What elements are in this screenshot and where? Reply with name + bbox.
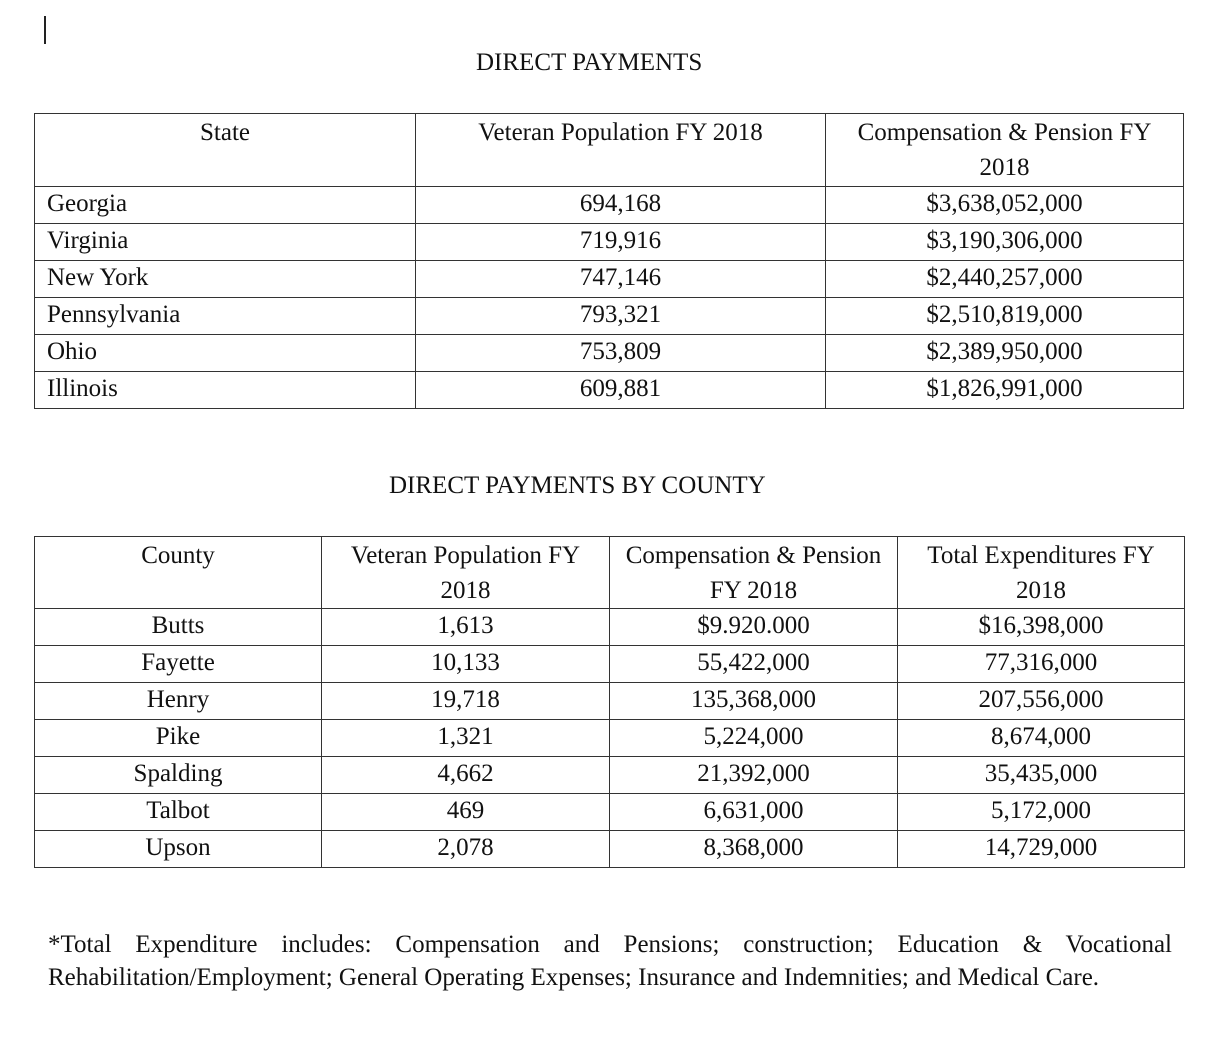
county-veteran-population-cell: 4,662 bbox=[322, 757, 610, 794]
table-row bbox=[35, 831, 1185, 868]
county-compensation-pension-cell: 5,224,000 bbox=[610, 720, 898, 757]
compensation-pension-cell: $2,440,257,000 bbox=[826, 261, 1184, 298]
county-veteran-population-column-header: Veteran Population FY 2018 bbox=[322, 537, 610, 609]
county-table-header-row bbox=[35, 537, 1185, 609]
veteran-population-cell: 753,809 bbox=[416, 335, 826, 372]
compensation-pension-column-header bbox=[826, 114, 1184, 187]
county-name-cell: Talbot bbox=[35, 794, 322, 831]
county-name-cell: Butts bbox=[35, 609, 322, 646]
table-row bbox=[35, 187, 1184, 224]
total-expenditures-cell: 5,172,000 bbox=[898, 794, 1185, 831]
county-veteran-population-cell: 1,321 bbox=[322, 720, 610, 757]
state-direct-payments-table bbox=[34, 113, 1184, 409]
county-compensation-pension-cell: 135,368,000 bbox=[610, 683, 898, 720]
total-expenditures-cell: 35,435,000 bbox=[898, 757, 1185, 794]
veteran-population-cell: 793,321 bbox=[416, 298, 826, 335]
state-table-header-row bbox=[35, 114, 1184, 187]
state-table-body bbox=[35, 187, 1184, 409]
compensation-pension-cell: $3,638,052,000 bbox=[826, 187, 1184, 224]
total-expenditures-cell: $16,398,000 bbox=[898, 609, 1185, 646]
county-compensation-pension-cell: 6,631,000 bbox=[610, 794, 898, 831]
total-expenditures-column-header: Total Expenditures FY 2018 bbox=[898, 537, 1185, 609]
table-row bbox=[35, 646, 1185, 683]
state-name-cell: Pennsylvania bbox=[35, 298, 416, 335]
table-row bbox=[35, 609, 1185, 646]
veteran-population-cell: 609,881 bbox=[416, 372, 826, 409]
county-name-cell: Pike bbox=[35, 720, 322, 757]
veteran-population-cell: 694,168 bbox=[416, 187, 826, 224]
veteran-population-column-header: Veteran Population FY 2018 bbox=[416, 114, 826, 187]
state-name-cell: Georgia bbox=[35, 187, 416, 224]
compensation-pension-cell: $2,510,819,000 bbox=[826, 298, 1184, 335]
county-name-cell: Spalding bbox=[35, 757, 322, 794]
table-row bbox=[35, 224, 1184, 261]
county-compensation-pension-cell: 8,368,000 bbox=[610, 831, 898, 868]
county-name-cell: Upson bbox=[35, 831, 322, 868]
state-column-header: State bbox=[35, 114, 416, 187]
county-name-cell: Fayette bbox=[35, 646, 322, 683]
table-row bbox=[35, 372, 1184, 409]
compensation-pension-header-text: Compensation & Pension FY 2018 bbox=[857, 119, 1152, 181]
text-cursor bbox=[44, 16, 46, 44]
total-expenditures-cell: 77,316,000 bbox=[898, 646, 1185, 683]
compensation-pension-cell: $1,826,991,000 bbox=[826, 372, 1184, 409]
table-row bbox=[35, 757, 1185, 794]
total-expenditures-cell: 8,674,000 bbox=[898, 720, 1185, 757]
state-name-cell: Illinois bbox=[35, 372, 416, 409]
footnote: *Total Expenditure includes: Compensation and Pensions; construction; Education & Vocational Rehabilitation/Employment; General Operating Expenses; Insurance and Indemnities; and Medical Care. bbox=[48, 931, 1172, 991]
county-column-header: County bbox=[35, 537, 322, 609]
veteran-population-cell: 747,146 bbox=[416, 261, 826, 298]
total-expenditures-cell: 14,729,000 bbox=[898, 831, 1185, 868]
county-name-cell: Henry bbox=[35, 683, 322, 720]
table-row bbox=[35, 298, 1184, 335]
state-name-cell: Ohio bbox=[35, 335, 416, 372]
state-name-cell: Virginia bbox=[35, 224, 416, 261]
county-veteran-population-cell: 10,133 bbox=[322, 646, 610, 683]
compensation-pension-cell: $2,389,950,000 bbox=[826, 335, 1184, 372]
county-veteran-population-cell: 1,613 bbox=[322, 609, 610, 646]
table-row bbox=[35, 794, 1185, 831]
table-row bbox=[35, 720, 1185, 757]
direct-payments-title: DIRECT PAYMENTS bbox=[476, 49, 703, 76]
direct-payments-by-county-title: DIRECT PAYMENTS BY COUNTY bbox=[389, 472, 766, 499]
state-name-cell: New York bbox=[35, 261, 416, 298]
county-compensation-pension-cell: 55,422,000 bbox=[610, 646, 898, 683]
county-veteran-population-cell: 19,718 bbox=[322, 683, 610, 720]
table-row bbox=[35, 261, 1184, 298]
county-direct-payments-table bbox=[34, 536, 1185, 868]
total-expenditures-cell: 207,556,000 bbox=[898, 683, 1185, 720]
compensation-pension-cell: $3,190,306,000 bbox=[826, 224, 1184, 261]
county-compensation-pension-cell: 21,392,000 bbox=[610, 757, 898, 794]
veteran-population-cell: 719,916 bbox=[416, 224, 826, 261]
table-row bbox=[35, 683, 1185, 720]
table-row bbox=[35, 335, 1184, 372]
county-veteran-population-cell: 469 bbox=[322, 794, 610, 831]
county-compensation-pension-cell: $9.920.000 bbox=[610, 609, 898, 646]
county-table-body bbox=[35, 609, 1185, 868]
county-compensation-pension-column-header: Compensation & Pension FY 2018 bbox=[610, 537, 898, 609]
county-veteran-population-cell: 2,078 bbox=[322, 831, 610, 868]
